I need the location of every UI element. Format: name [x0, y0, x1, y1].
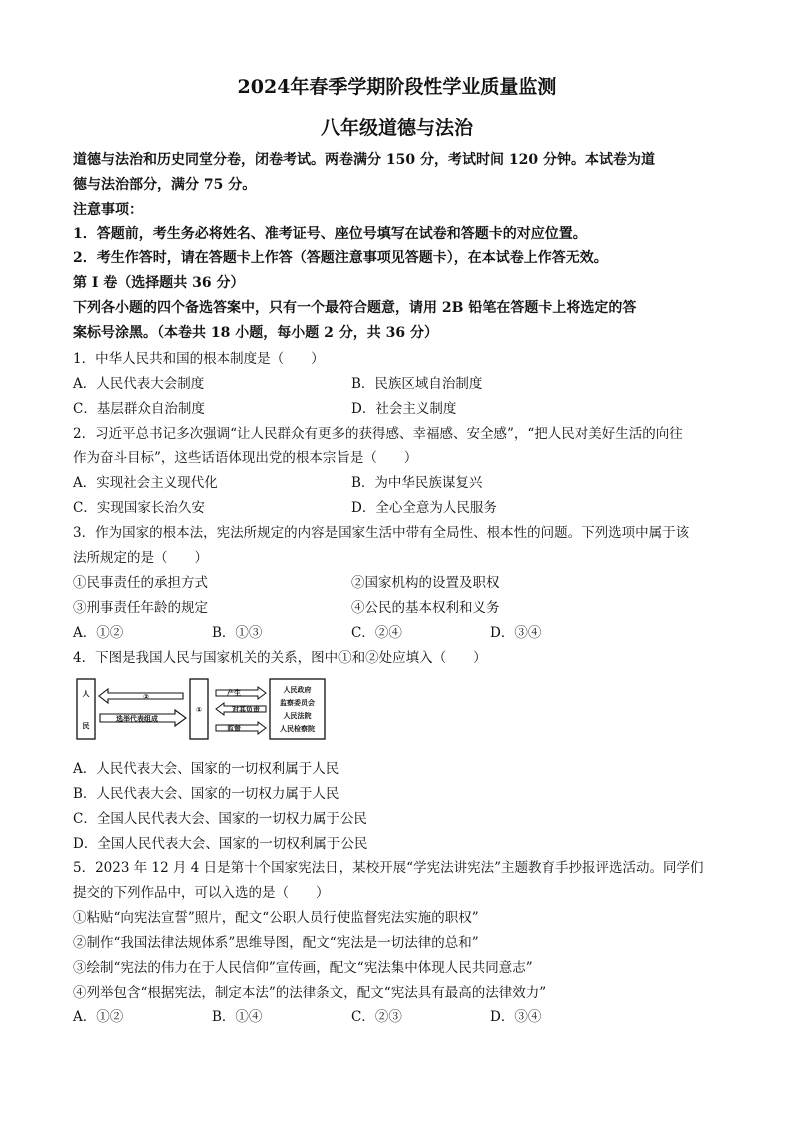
q3-option-c: C．②④	[351, 625, 402, 641]
notice-item-1: 1．答题前，考生务必将姓名、准考证号、座位号填写在试卷和答题卡的对应位置。	[73, 226, 587, 242]
section-instruction-1: 下列各小题的四个备选答案中，只有一个最符合题意，请用 2B 铅笔在答题卡上将选定的答	[73, 300, 637, 316]
q5-stem-2: 提交的下列作品中，可以入选的是（ ）	[73, 885, 330, 901]
arrow-bottom-label: 选举代表组成	[116, 715, 158, 723]
q3-statement-1: ①民事责任的承担方式	[73, 575, 208, 591]
section-instruction-2: 案标号涂黑。（本卷共 18 小题，每小题 2 分，共 36 分）	[73, 325, 438, 341]
q4-option-d: D．全国人民代表大会、国家的一切权利属于公民	[73, 836, 368, 852]
organ-court: 人民法院	[283, 712, 312, 720]
people-label-bottom: 民	[82, 722, 90, 730]
q2-option-c: C．实现国家长治久安	[73, 500, 205, 516]
q4-option-b: B．人民代表大会、国家的一切权力属于人民	[73, 786, 340, 802]
arrow-top-label: ②	[143, 693, 149, 701]
q5-statement-1: ①粘贴“向宪法宣誓”照片，配文“公职人员行使监督宪法实施的职权”	[73, 910, 479, 926]
q1-stem: 1．中华人民共和国的根本制度是（ ）	[73, 351, 325, 367]
q3-option-a: A．①②	[73, 625, 124, 641]
q3-stem-2: 法所规定的是（ ）	[73, 550, 208, 566]
organ-supervisory: 监察委员会	[280, 699, 315, 707]
center-label: ①	[196, 706, 202, 714]
q3-stem-1: 3．作为国家的根本法，宪法所规定的内容是国家生活中带有全局性、根本性的问题。下列选项中属于该	[73, 525, 690, 541]
q3-option-b: B．①③	[212, 625, 263, 641]
q2-stem-1: 2．习近平总书记多次强调“让人民群众有更多的获得感、幸福感、安全感”，“把人民对美好生活的向往	[73, 426, 683, 442]
organ-procuratorate: 人民检察院	[280, 725, 315, 733]
people-box	[77, 679, 95, 739]
exam-subtitle: 八年级道德与法治	[320, 117, 473, 139]
q4-option-c: C．全国人民代表大会、国家的一切权力属于公民	[73, 811, 367, 827]
section-heading: 第 I 卷（选择题共 36 分）	[73, 275, 245, 291]
notice-item-2: 2．考生作答时，请在答题卡上作答（答题注意事项见答题卡），在本试卷上作答无效。	[73, 250, 608, 266]
arrow-left-2	[99, 689, 183, 703]
q5-statement-2: ②制作“我国法律法规体系”思维导图，配文“宪法是一切法律的总和”	[73, 935, 479, 951]
label-responsible: 对其负责	[232, 705, 260, 714]
people-label-top: 人	[82, 690, 90, 698]
q2-option-b: B．为中华民族谋复兴	[351, 475, 483, 491]
arrow-produce	[216, 687, 266, 699]
organ-government: 人民政府	[283, 686, 312, 694]
intro-line-2: 德与法治部分，满分 75 分。	[73, 177, 257, 193]
q1-option-a: A．人民代表大会制度	[73, 376, 205, 392]
q5-statement-4: ④列举包含“根据宪法，制定本法”的法律条文，配文“宪法具有最高的法律效力”	[73, 985, 547, 1001]
notice-heading: 注意事项：	[73, 202, 143, 218]
q4-stem: 4．下图是我国人民与国家机关的关系，图中①和②处应填入（ ）	[73, 650, 487, 666]
q5-option-a: A．①②	[73, 1009, 124, 1025]
q5-statement-3: ③绘制“宪法的伟力在于人民信仰”宣传画，配文“宪法集中体现人民共同意志”	[73, 960, 533, 976]
q2-stem-2: 作为奋斗目标”，这些话语体现出党的根本宗旨是（ ）	[73, 450, 418, 466]
label-supervise: 监督	[227, 724, 241, 733]
q2-option-d: D．全心全意为人民服务	[351, 500, 497, 516]
q3-option-d: D．③④	[490, 625, 542, 641]
q5-option-c: C．②③	[351, 1009, 402, 1025]
q4-option-a: A．人民代表大会、国家的一切权利属于人民	[73, 761, 340, 777]
q2-option-a: A．实现社会主义现代化	[73, 475, 218, 491]
q1-option-b: B．民族区域自治制度	[351, 376, 483, 392]
intro-line-1: 道德与法治和历史同堂分卷，闭卷考试。两卷满分 150 分，考试时间 120 分钟。本试卷为道	[73, 152, 655, 168]
q5-option-d: D．③④	[490, 1009, 542, 1025]
q3-statement-4: ④公民的基本权利和义务	[351, 600, 500, 616]
q3-statement-3: ③刑事责任年龄的规定	[73, 600, 208, 616]
people-state-organs-diagram	[76, 676, 328, 742]
q3-statement-2: ②国家机构的设置及职权	[351, 575, 500, 591]
q5-option-b: B．①④	[212, 1009, 263, 1025]
exam-title: 2024年春季学期阶段性学业质量监测	[237, 76, 557, 98]
q1-option-c: C．基层群众自治制度	[73, 401, 205, 417]
label-produce: 产生	[227, 689, 241, 697]
q1-option-d: D．社会主义制度	[351, 401, 457, 417]
arrow-supervise	[216, 722, 266, 734]
q5-stem-1: 5．2023 年 12 月 4 日是第十个国家宪法日，某校开展“学宪法讲宪法”主题教育手抄报评选活动。同学们	[73, 860, 704, 876]
